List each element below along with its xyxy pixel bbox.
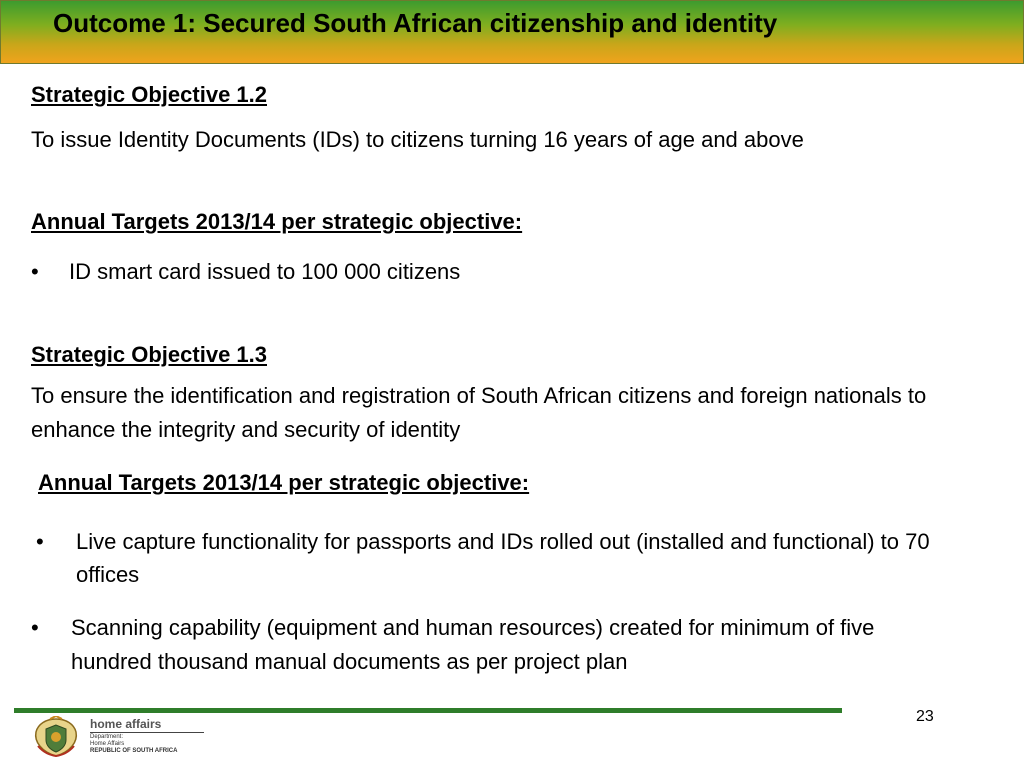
objective-1-3-heading: Strategic Objective 1.3 [31,342,267,367]
bullet-icon: • [31,615,39,640]
home-affairs-logo [28,716,228,758]
bullet-icon: • [36,529,44,554]
coat-of-arms-icon [28,716,84,758]
page-number: 23 [916,708,934,725]
logo-department-label: Department: [90,734,124,740]
bullet-text: Scanning capability (equipment and human resources) created for minimum of five hundred thousand manual documents as per project plan [71,615,875,674]
bullet-icon: • [31,259,39,284]
logo-rule [90,732,204,733]
footer-divider [14,708,842,713]
objective-1-2-heading: Strategic Objective 1.2 [31,82,267,107]
logo-wordmark: home affairs [90,717,162,731]
bullet-text: ID smart card issued to 100 000 citizens [69,259,461,284]
objective-1-3-bullet-2 [31,611,951,679]
objective-1-3-description: To ensure the identification and registration of South African citizens and foreign nationals to enhance the integrity and security of identity [31,383,927,442]
slide-title: Outcome 1: Secured South African citizenship and identity [53,8,778,38]
objective-1-2-description: To issue Identity Documents (IDs) to citizens turning 16 years of age and above [31,127,804,152]
objective-1-2-targets-heading: Annual Targets 2013/14 per strategic objective: [31,209,523,234]
title-banner [0,0,1024,64]
bullet-text: Live capture functionality for passports and IDs rolled out (installed and functional) to 70 offices [76,529,930,587]
objective-1-2-bullet [31,255,931,288]
objective-1-3-bullet-1 [36,525,941,591]
objective-1-3-targets-heading: Annual Targets 2013/14 per strategic objective: [38,470,530,495]
logo-country-name: REPUBLIC OF SOUTH AFRICA [90,748,178,754]
logo-department-name: Home Affairs [90,741,125,747]
